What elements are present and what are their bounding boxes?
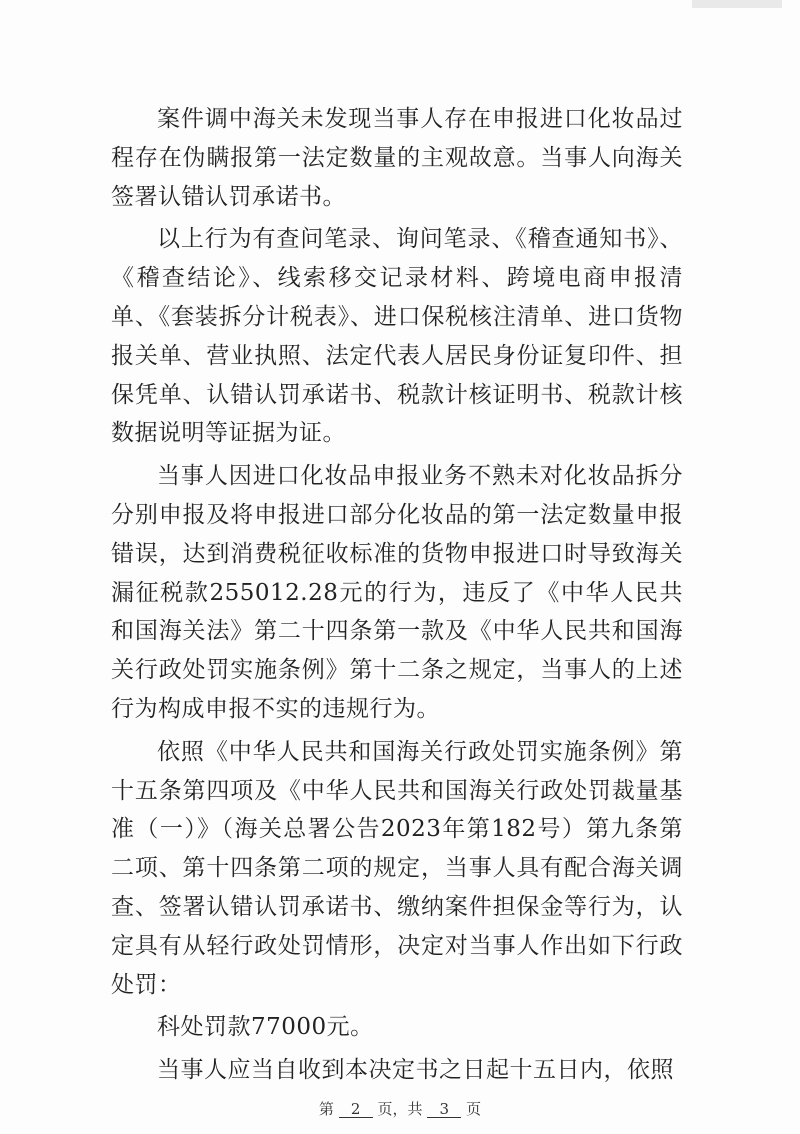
footer-middle: 页，共: [377, 1100, 423, 1118]
paragraph-payment-deadline: 当事人应当自收到本决定书之日起十五日内，依照: [157, 1057, 674, 1084]
scan-mark: [692, 0, 782, 8]
paragraph-evidence: 以上行为有查问笔录、询问笔录、《稽查通知书》、《稽查结论》、线索移交记录材料、跨境电商申报清单、《套装拆分计税表》、进口保税核注清单、进口货物报关单、营业执照、法定代表人居民身份证复印件、担保凭单、认错认罚承诺书、税款计核证明书、税款计核数据说明等证据为证。: [111, 226, 683, 447]
paragraph-penalty: 科处罚款77000元。: [157, 1014, 374, 1041]
footer-prefix: 第: [318, 1100, 334, 1118]
page-footer: [0, 1098, 800, 1119]
paragraph-investigation: 案件调中海关未发现当事人存在申报进口化妆品过程存在伪瞒报第一法定数量的主观故意。当事人向海关签署认错认罚承诺书。: [111, 106, 683, 210]
total-pages-number: 3: [427, 1101, 461, 1118]
paragraph-violation: 当事人因进口化妆品申报业务不熟未对化妆品拆分分别申报及将申报进口部分化妆品的第一法定数量申报错误，达到消费税征收标准的货物申报进口时导致海关漏征税款255012.28元的行为，违反了《中华人民共和国海关法》第二十四条第一款及《中华人民共和国海关行政处罚实施条例》第十二条之规定，当事人的上述行为构成申报不实的违规行为。: [111, 463, 683, 722]
current-page-number: 2: [339, 1101, 373, 1118]
paragraph-legal-basis: 依照《中华人民共和国海关行政处罚实施条例》第十五条第四项及《中华人民共和国海关行政处罚裁量基准（一）》（海关总署公告2023年第182号）第九条第二项、第十四条第二项的规定，当事人具有配合海关调查、签署认错认罚承诺书、缴纳案件担保金等行为，认定具有从轻行政处罚情形，决定对当事人作出如下行政处罚：: [111, 738, 683, 998]
footer-suffix: 页: [466, 1100, 482, 1118]
document-body: [111, 100, 683, 1094]
